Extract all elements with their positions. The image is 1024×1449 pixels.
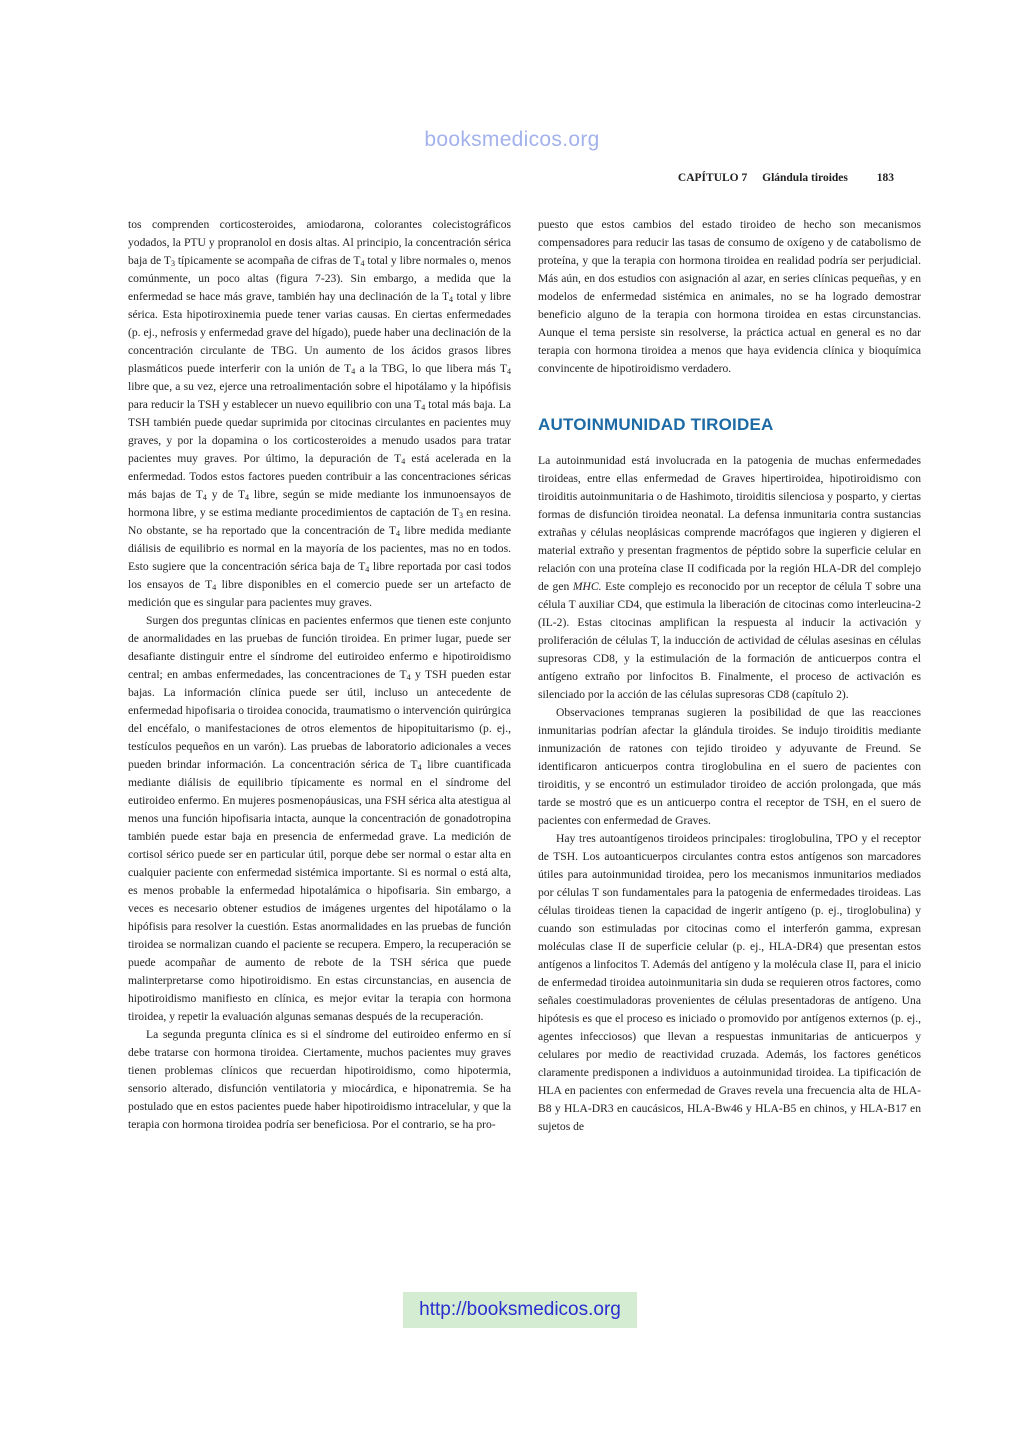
text-run: libre que, a su vez, ejerce una retroalimentación sobre el hipotálamo y la hipófisis para reducir la TSH y establecer un nuevo equilibrio con una T xyxy=(128,380,511,411)
text-run: libre reportada por casi todos los ensayos de T xyxy=(128,560,511,591)
subscript: 4 xyxy=(507,367,511,376)
subscript: 3 xyxy=(458,511,463,520)
subscript: 4 xyxy=(401,457,406,466)
text-run: puesto que estos cambios del estado tiroideo de hecho son mecanismos compensadores para reducir las tasas de consumo de oxígeno y de catabolismo de proteína, y que la terapia con hormona tiroidea en realidad podría ser perjudicial. Más aún, en dos estudios con asignación al azar, en series clínicas pequeñas, y en modelos de enfermedad sistémica en animales, no se ha logrado demostrar beneficio alguno de la terapia con hormona tiroidea en estas circunstancias. Aunque el tema persiste sin resolverse, la práctica actual en general es no dar terapia con hormona tiroidea a menos que haya evidencia clínica y bioquímica convincente de hipotiroidismo verdadero. xyxy=(538,218,921,375)
paragraph xyxy=(128,1026,511,1134)
right-column-intro xyxy=(538,216,921,378)
paragraph xyxy=(538,452,921,704)
watermark-top: booksmedicos.org xyxy=(424,128,600,151)
subscript: 4 xyxy=(365,565,370,574)
right-column xyxy=(538,216,921,1136)
text-run: total más baja. La TSH también puede quedar suprimida por citocinas circulantes en pacientes muy graves, y por la dopamina o los corticosteroides a menudo usados para tratar pacientes muy graves. Por último, la depuración de T xyxy=(128,398,511,465)
subscript: 4 xyxy=(396,529,401,538)
text-run: típicamente se acompaña de cifras de T xyxy=(174,254,361,267)
text-run: total y libre normales o, menos comúnmente, un poco altas (figura 7-23). Sin embargo, a medida que la enfermedad se hace más grave, también hay una declinación de la T xyxy=(128,254,511,303)
text-run: Este complejo es reconocido por un receptor de célula T sobre una célula T auxiliar CD4, que estimula la liberación de citocinas como interleucina-2 (IL-2). Estas citocinas amplifican la respuesta al inducir la activación y proliferación de células T, la inducción de actividad de células asesinas en células supresoras CD8, y la estimulación de la formación de anticuerpos contra el antígeno extraño por linfocitos B. Finalmente, el proceso de activación es silenciado por la acción de las células supresoras CD8 (capítulo 2). xyxy=(538,580,921,701)
subscript: 4 xyxy=(202,493,207,502)
paragraph xyxy=(128,612,511,1026)
text-run: total y libre sérica. Esta hipotiroxinemia puede tener varias causas. En ciertas enfermedades (p. ej., nefrosis y enfermedad grave del hígado), puede haber una declinación de la concentración circulante de TBG. Un aumento de los ácidos grasos libres plasmáticos puede interferir con la unión de T xyxy=(128,290,511,375)
subscript: 4 xyxy=(449,295,454,304)
chapter-label: CAPÍTULO 7 xyxy=(677,172,748,184)
text-run: Surgen dos preguntas clínicas en pacientes enfermos que tienen este conjunto de anormalidades en las pruebas de función tiroidea. En primer lugar, puede ser desafiante distinguir entre el síndrome del eutiroideo enfermo e hipotiroidismo central; en ambas enfermedades, las concentraciones de T xyxy=(128,614,511,681)
chapter-title: Glándula tiroides xyxy=(762,172,848,184)
text-run: libre, según se mide mediante los inmunoensayos de hormona libre, y se estima mediante procedimientos de captación de T xyxy=(128,488,511,519)
paragraph xyxy=(538,704,921,830)
paragraph xyxy=(128,216,511,612)
text-run: en resina. No obstante, se ha reportado que la concentración de T xyxy=(128,506,512,537)
right-column-body xyxy=(538,452,921,1136)
text-run: libre medida mediante diálisis de equilibrio es normal en la mayoría de los pacientes, mas no en todos. Esto sugiere que la concentración sérica baja de T xyxy=(128,524,511,573)
subscript: 4 xyxy=(245,493,250,502)
subscript: 4 xyxy=(406,673,411,682)
subscript: 4 xyxy=(351,367,356,376)
subscript: 3 xyxy=(170,259,175,268)
subscript: 4 xyxy=(417,763,422,772)
text-run: Hay tres autoantígenos tiroideos principales: tiroglobulina, TPO y el receptor de TSH. Los autoanticuerpos circulantes contra estos antígenos son marcadores útiles para autoinmunidad tiroidea, pero los mecanismos inmunitarios mediados por células T son fundamentales para la patogenia de enfermedades tiroideas. Las células tiroideas tienen la capacidad de ingerir antígeno (p. ej., tiroglobulina) y cuando son estimuladas por citocinas como el interferón gamma, expresan moléculas clase II de superficie celular (p. ej., HLA-DR4) que presentan estos antígenos a linfocitos T. Además del antígeno y la molécula clase II, para el inicio de enfermedad tiroidea autoinmunitaria sin duda se requieren otros factores, como señales coestimuladoras provenientes de células presentadoras de antígeno. Una hipótesis es que el proceso es iniciado o promovido por antígenos externos (p. ej., agentes infecciosos) que llevan a respuestas inmunitarias de anticuerpos y celulares por medio de reactividad cruzada. Además, los factores genéticos claramente predisponen a individuos a autoinmunidad tiroidea. La tipificación de HLA en pacientes con enfermedad de Graves revela una frecuencia alta de HLA-B8 y HLA-DR3 en caucásicos, HLA-Bw46 y HLA-B5 en chinos, y HLA-B17 en sujetos de xyxy=(538,832,921,1133)
subscript: 4 xyxy=(212,583,217,592)
running-head xyxy=(678,172,894,184)
text-run: Observaciones tempranas sugieren la posibilidad de que las reacciones inmunitarias podrían afectar la glándula tiroides. Se indujo tiroiditis mediante inmunización de ratones con tejido tiroideo y adyuvante de Freund. Se identificaron anticuerpos contra tiroglobulina en el suero de pacientes con tiroiditis, y se encontró un estimulador tiroideo de acción prolongada, que más tarde se mostró que es un anticuerpo contra el receptor de TSH, en el suero de pacientes con enfermedad de Graves. xyxy=(538,706,921,827)
watermark-bottom-link[interactable]: http://booksmedicos.org xyxy=(403,1292,637,1328)
italic-text: MHC. xyxy=(572,580,602,593)
subscript: 4 xyxy=(360,259,365,268)
left-column xyxy=(128,216,511,1134)
text-run: tos comprenden corticosteroides, amiodarona, colorantes colecistográficos yodados, la PTU y propranolol en dosis altas. Al principio, la concentración sérica baja de T xyxy=(128,218,511,267)
text-run: La autoinmunidad está involucrada en la patogenia de muchas enfermedades tiroideas, entre ellas enfermedad de Graves hipertiroidea, hipotiroidismo con tiroiditis autoinmunitaria o de Hashimoto, tiroiditis silenciosa y posparto, y ciertas formas de disfunción tiroidea neonatal. La defensa inmunitaria contra sustancias extrañas y células neoplásicas comprende macrófagos que ingieren y digieren el material extraño y presentan fragmentos de péptido sobre la superficie celular en relación con una proteína clase II codificada por la región HLA-DR del complejo de gen xyxy=(538,454,921,593)
text-run: libre cuantificada mediante diálisis de equilibrio típicamente es normal en el síndrome del eutiroideo enfermo. En mujeres posmenopáusicas, una FSH sérica alta atestigua al menos una función hipofisaria intacta, aunque la concentración de gonadotropina también puede estar baja en presencia de enfermedad grave. La medición de cortisol sérico puede ser en particular útil, porque debe ser normal o estar alta en cualquier paciente con enfermedad sistémica importante. Si es normal o está alta, es menos probable la enfermedad hipotalámica o hipofisaria. Sin embargo, a veces es necesario obtener estudios de imágenes urgentes del hipotálamo o la hipófisis para resolver la cuestión. Estas anormalidades en las pruebas de función tiroidea se normalizan cuando el paciente se recupera. Empero, la recuperación se puede acompañar de aumento de rebote de la TSH sérica que puede malinterpretarse como hipotiroidismo. En estas circunstancias, en ausencia de hipotiroidismo manifiesto en clínica, es mejor evitar la terapia con hormona tiroidea, y repetir la evaluación algunas semanas después de la recuperación. xyxy=(128,758,511,1023)
text-run: y de T xyxy=(206,488,246,501)
paragraph xyxy=(538,830,921,1136)
text-run: a la TBG, lo que libera más T xyxy=(355,362,507,375)
text-run: y TSH pueden estar bajas. La información clínica puede ser útil, incluso un antecedente de enfermedad hipofisaria o tiroidea conocida, traumatismo o intervención quirúrgica del encéfalo, o manifestaciones de otros elementos de hipopituitarismo (p. ej., testículos pequeños en un varón). Las pruebas de laboratorio adicionales a veces pueden brindar información. La concentración sérica de T xyxy=(128,668,511,771)
section-heading: AUTOINMUNIDAD TIROIDEA xyxy=(538,415,774,434)
text-run: La segunda pregunta clínica es si el síndrome del eutiroideo enfermo en sí debe tratarse con hormona tiroidea. Ciertamente, muchos pacientes muy graves tienen problemas clínicos que recuerdan hipotiroidismo, como hipotermia, sensorio alterado, disfunción ventilatoria y miocárdica, e hiponatremia. Se ha postulado que en estos pacientes puede haber hipotiroidismo intracelular, y que la terapia con hormona tiroidea podría ser beneficiosa. Por el contrario, se ha pro- xyxy=(128,1028,511,1131)
subscript: 4 xyxy=(421,403,426,412)
text-run: está acelerada en la enfermedad. Todos estos factores pueden contribuir a las concentraciones séricas más bajas de T xyxy=(128,452,511,501)
page-number: 183 xyxy=(876,172,894,184)
text-run: libre disponibles en el comercio puede ser un artefacto de medición que es singular para pacientes muy graves. xyxy=(128,578,511,609)
paragraph xyxy=(538,216,921,378)
